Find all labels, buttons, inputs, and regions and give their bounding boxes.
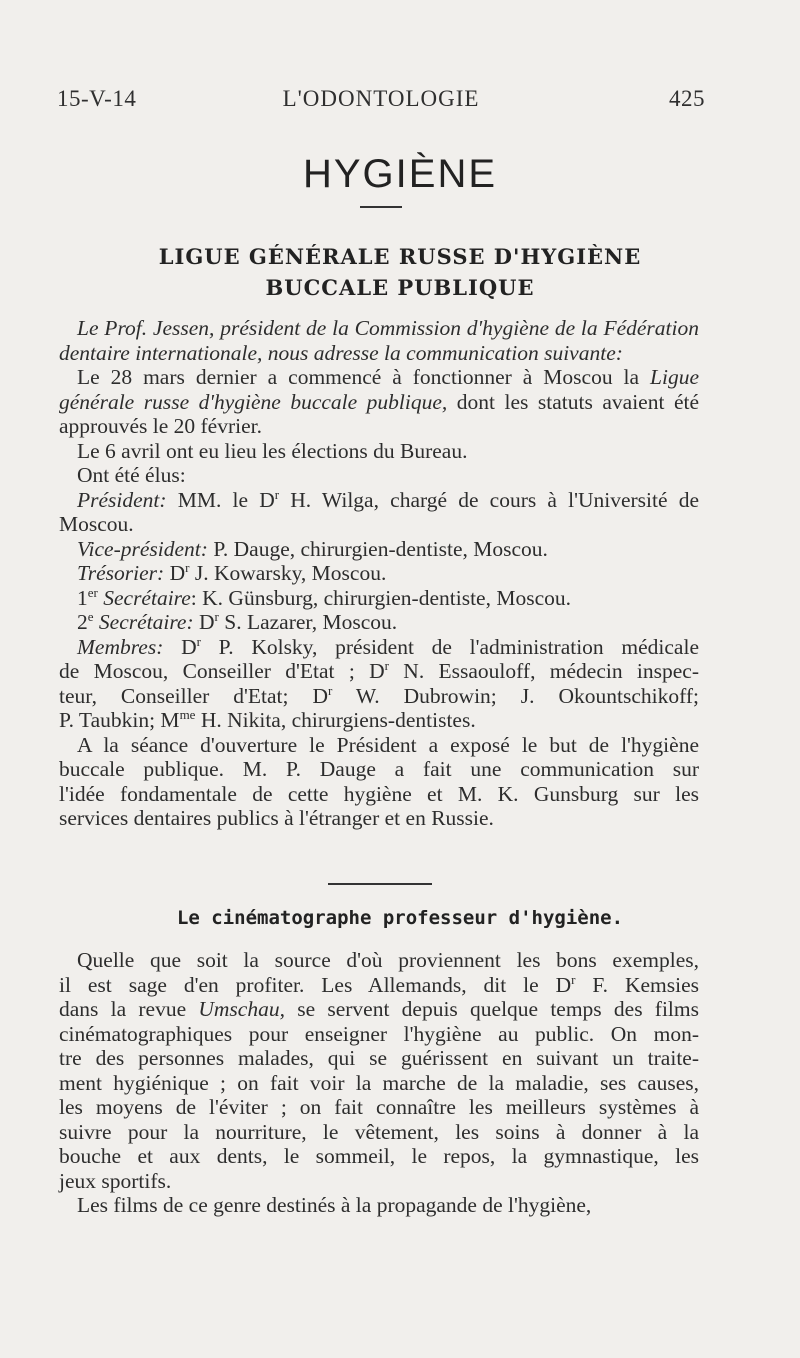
running-header xyxy=(57,86,705,116)
page-number: 425 xyxy=(669,86,705,111)
entry-tresorier: Trésorier: $D^r$ J. Kowarsky, Moscou. xyxy=(77,559,387,585)
intro-paragraph: Le Prof. Jessen, président de la Commission d'hygiène de la Fédération dentaire internationale, nous adresse la communication suivante: xyxy=(59,316,699,365)
section-body xyxy=(59,316,699,831)
paragraph-ligue: Le 28 mars dernier a commencé à fonctionner à Moscou la Ligue générale russe d'hygiène buccale publique, dont les statuts avaient été approuvés le 20 février. xyxy=(59,365,700,438)
entry-president: Président: MM. le $D^r$ H. Wilga, chargé de cours à l'Université de Moscou. xyxy=(59,486,700,536)
section-divider xyxy=(328,883,432,885)
section-title xyxy=(60,241,740,303)
paragraph-elections: Le 6 avril ont eu lieu les élections du Bureau. xyxy=(77,438,468,463)
section-title-line-2: BUCCALE PUBLIQUE xyxy=(265,275,535,300)
journal-name: L'ODONTOLOGIE xyxy=(282,86,480,111)
subsection-title: Le cinématographe professeur d'hygiène. xyxy=(176,907,624,929)
issue-date: 15-V-14 xyxy=(57,86,137,111)
subsection-body: Quelle que soit la source d'où proviennent les bons exemples, il est sage d'en profiter. Les Allemands, dit le $D^r$ F. Kemsies dans la revue Umschau, se servent depuis quelque temps des films cinématographiques pour enseigner l'hygiène au public. On mon- tre des personnes malades, qui se guérissent en suivant un traite- ment hygiénique ; on fait voir la marche de la maladie, ses causes, les moyens de l'éviter ; on fait connaître les meilleurs systèmes à suivre pour la nourriture, le vêtement, les soins à donner à la bouche et aux dents, le sommeil, le repos, la gymnastique, les jeux sportifs. Les films de ce genre destinés à la propagande de l'hygiène, xyxy=(59,948,700,1217)
title-rule xyxy=(360,206,402,208)
entry-membres: Membres: $D^r$ P. Kolsky, président de l'administration médicale de Moscou, Conseiller d'Etat ; $D^r$ N. Essaouloff, médecin inspec- teur, Conseiller d'Etat; $D^r$ W. Dubrowin; J. Okountschikoff; P. Taubkin; $M^{me}$ H. Nikita, chirurgiens-dentistes. xyxy=(59,633,699,732)
section-title-line-1: LIGUE GÉNÉRALE RUSSE D'HYGIÈNE xyxy=(158,244,642,269)
paragraph-elus: Ont été élus: xyxy=(77,463,186,487)
main-title: HYGIÈNE xyxy=(302,152,498,196)
entry-secretaire-1: 1er Secrétaire: K. Günsburg, chirurgien-dentiste, Moscou. xyxy=(77,584,571,610)
entry-vice-president: Vice-président: P. Dauge, chirurgien-dentiste, Moscou. xyxy=(77,536,548,561)
paragraph-seance: A la séance d'ouverture le Président a exposé le but de l'hygiène buccale publique. M. P. Dauge a fait une communication sur l'idée fondamentale de cette hygiène et M. K. Gunsburg sur les services dentaires publics à l'étranger et en Russie. xyxy=(59,732,699,830)
entry-secretaire-2: 2e Secrétaire: $D^r$ S. Lazarer, Moscou. xyxy=(77,608,398,634)
